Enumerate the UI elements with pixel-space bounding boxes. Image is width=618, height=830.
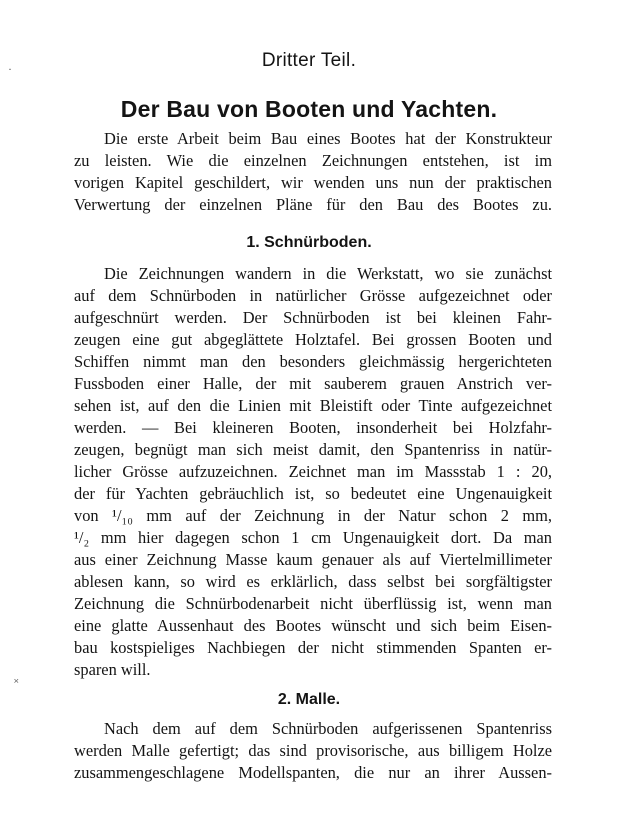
- section1-line: werden. — Bei kleineren Booten, insonderheit bei Holzfahr-: [74, 418, 552, 437]
- section1-line: sparen will.: [74, 660, 151, 679]
- section1-line: licher Grösse aufzuzeichnen. Zeichnet man im Massstab 1 : 20,: [74, 462, 552, 481]
- intro-line: Verwertung der einzelnen Pläne für den Bau des Bootes zu.: [74, 195, 552, 214]
- section1-line: von ¹/₁₀ mm auf der Zeichnung in der Natur schon 2 mm,: [74, 506, 552, 525]
- section-heading-malle: 2. Malle.: [277, 691, 341, 708]
- section1-line: Schiffen nimmt man den besonders gleichmässig hergerichteten: [74, 352, 552, 371]
- section1-line: aufgeschnürt werden. Der Schnürboden ist bei kleinen Fahr-: [74, 308, 552, 327]
- chapter-title: Der Bau von Booten und Yachten.: [120, 96, 498, 122]
- section1-line: ¹/₂ mm hier dagegen schon 1 cm Ungenauigkeit dort. Da man: [74, 528, 552, 547]
- intro-line: Die erste Arbeit beim Bau eines Bootes hat der Konstrukteur: [104, 129, 552, 148]
- scan-speck: ·: [8, 62, 12, 76]
- section1-line: der für Yachten gebräuchlich ist, so bedeutet eine Ungenauigkeit: [74, 484, 552, 503]
- section1-line: Fussboden einer Halle, der mit sauberem grauen Anstrich ver-: [74, 374, 552, 393]
- intro-line: zu leisten. Wie die einzelnen Zeichnungen entstehen, ist im: [74, 151, 552, 170]
- section2-line: zusammengeschlagene Modellspanten, die nur an ihrer Aussen-: [74, 763, 552, 782]
- section1-line: Zeichnung die Schnürbodenarbeit nicht überflüssig ist, wenn man: [74, 594, 552, 613]
- section1-line: zeugen eine gut abgeglättete Holztafel. Bei grossen Booten und: [74, 330, 552, 349]
- section1-line: ablesen kann, so wird es erklärlich, dass selbst bei sorgfältigster: [74, 572, 552, 591]
- section1-line: zeugen, begnügt man sich meist damit, den Spantenriss in natür-: [74, 440, 552, 459]
- section1-line: sehen ist, auf den die Linien mit Bleistift oder Tinte aufgezeichnet: [74, 396, 552, 415]
- section2-line: Nach dem auf dem Schnürboden aufgerissenen Spantenriss: [104, 719, 552, 738]
- section1-line: aus einer Zeichnung Masse kaum genauer als auf Viertelmillimeter: [74, 550, 552, 569]
- section2-line: werden Malle gefertigt; das sind provisorische, aus billigem Holze: [74, 741, 552, 760]
- section1-line: auf dem Schnürboden in natürlicher Grösse aufgezeichnet oder: [74, 286, 552, 305]
- part-label: Dritter Teil.: [261, 50, 357, 71]
- intro-line: vorigen Kapitel geschildert, wir wenden uns nun der praktischen: [74, 173, 552, 192]
- section1-line: bau kostspieliges Nachbiegen der nicht stimmenden Spanten er-: [74, 638, 552, 657]
- scan-speck: ˟: [14, 676, 19, 690]
- section1-line: eine glatte Aussenhaut des Bootes wünscht und sich beim Eisen-: [74, 616, 552, 635]
- section-heading-schnuerboden: 1. Schnürboden.: [246, 234, 372, 251]
- section1-line: Die Zeichnungen wandern in die Werkstatt, wo sie zunächst: [104, 264, 552, 283]
